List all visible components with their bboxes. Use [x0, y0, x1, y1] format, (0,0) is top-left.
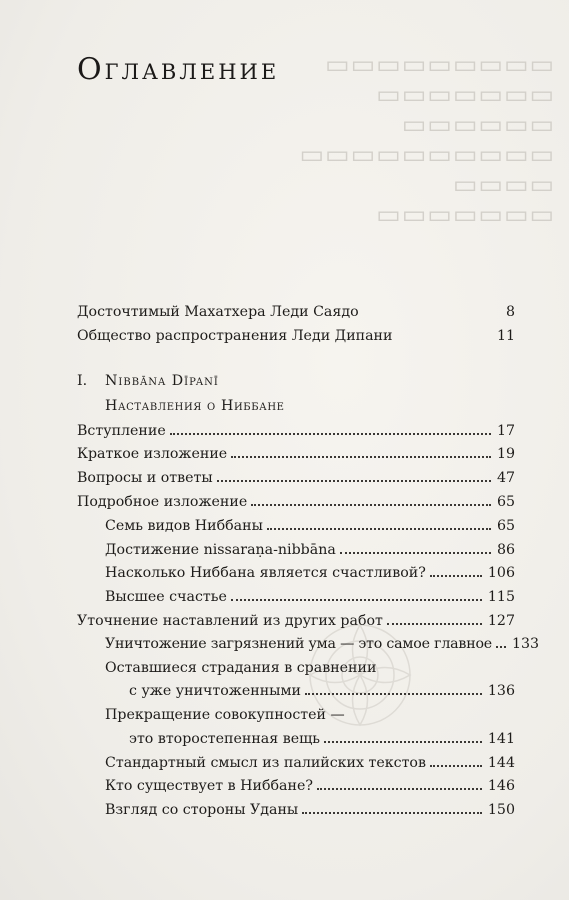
dot-leader — [231, 599, 482, 601]
toc-subentry[interactable] — [105, 586, 515, 608]
toc-title: Оглавление — [77, 52, 280, 87]
section-subtitle: Наставления о Ниббане — [105, 398, 285, 414]
toc-subentry[interactable] — [105, 799, 515, 821]
dot-leader — [217, 480, 491, 482]
toc-entry-label: Краткое изложение — [77, 446, 228, 462]
toc-subentry[interactable] — [105, 752, 515, 774]
dot-leader — [387, 623, 482, 625]
toc-entry-page: 141 — [487, 731, 515, 747]
toc-entry-page: 106 — [487, 565, 515, 581]
dot-leader — [340, 552, 491, 554]
dot-leader — [251, 504, 491, 506]
dot-leader — [430, 765, 482, 767]
toc-entry-label: Досточтимый Махатхера Леди Саядо — [77, 304, 359, 320]
toc-entry[interactable] — [77, 467, 515, 489]
toc-entry-label: Вопросы и ответы — [77, 470, 213, 486]
toc-entry[interactable] — [77, 301, 515, 323]
dot-leader — [170, 433, 491, 435]
toc-entry-page: 11 — [496, 328, 515, 344]
toc-subentry[interactable] — [105, 633, 540, 655]
toc-entry-page: 47 — [496, 470, 515, 486]
section-number: I. — [77, 373, 88, 389]
toc-entry-label: Кто существует в Ниббане? — [105, 778, 313, 794]
toc-entry-page: 146 — [487, 778, 515, 794]
toc-entry-page: 8 — [505, 304, 515, 320]
toc-subentry[interactable] — [105, 562, 515, 584]
toc-entry[interactable] — [77, 610, 515, 632]
section-pali-title: Nibbāna Dīpanī — [105, 373, 219, 389]
dot-leader — [430, 575, 482, 577]
toc-subentry[interactable] — [105, 515, 515, 537]
toc-entry-label: с уже уничтоженными — [129, 683, 301, 699]
toc-entry-page: 150 — [487, 802, 515, 818]
toc-entry-page: 136 — [487, 683, 515, 699]
toc-entry[interactable] — [77, 420, 515, 442]
toc-subentry[interactable] — [105, 539, 515, 561]
toc-entry-label: Высшее счастье — [105, 589, 227, 605]
toc-entry-label: Достижение nissaraṇa-nibbāna — [105, 542, 336, 558]
toc-entry-page: 86 — [496, 542, 515, 558]
toc-subentry-line1[interactable] — [105, 657, 515, 679]
toc-entry-label: Взгляд со стороны Уданы — [105, 802, 299, 818]
toc-entry-label: Прекращение совокупностей — — [105, 707, 345, 723]
toc-subentry[interactable] — [105, 775, 515, 797]
toc-entry-label: Оставшиеся страдания в сравнении — [105, 660, 377, 676]
toc-entry-label: Уничтожение загрязнений ума — это самое главное — [105, 636, 492, 652]
toc-entry-page: 65 — [496, 518, 515, 534]
toc-entry[interactable] — [77, 325, 515, 347]
toc-entry-label: Стандартный смысл из палийских текстов — [105, 755, 426, 771]
toc-subentry-line1[interactable] — [105, 704, 515, 726]
toc-entry-page: 17 — [496, 423, 515, 439]
toc-entry-label: Общество распространения Леди Дипани — [77, 328, 393, 344]
dot-leader — [317, 788, 482, 790]
dot-leader — [305, 693, 482, 695]
toc-entry-label: Уточнение наставлений из других работ — [77, 613, 383, 629]
dot-leader — [231, 456, 491, 458]
dot-leader — [324, 741, 482, 743]
toc-entry-page: 19 — [496, 446, 515, 462]
dot-leader — [496, 646, 506, 648]
toc-subentry-line2[interactable] — [129, 680, 515, 702]
leader-spacer — [363, 315, 500, 316]
show-through-background: ▭▭▭▭▭▭▭▭▭ ▭▭▭▭▭▭▭ ▭▭▭▭▭▭ ▭▭▭▭▭▭▭▭▭▭ ▭▭▭▭ ▭▭▭▭▭▭▭ — [299, 50, 555, 230]
dot-leader — [267, 528, 491, 530]
toc-entry-page: 115 — [487, 589, 515, 605]
toc-entry-label: Насколько Ниббана является счастливой? — [105, 565, 426, 581]
toc-entry-label: это второстепенная вещь — [129, 731, 321, 747]
toc-entry[interactable] — [77, 443, 515, 465]
toc-entry-page: 65 — [496, 494, 515, 510]
leader-spacer — [396, 339, 490, 340]
toc-entry-label: Семь видов Ниббаны — [105, 518, 263, 534]
toc-entry-page: 144 — [487, 755, 515, 771]
dot-leader — [302, 812, 482, 814]
toc-entry-label: Вступление — [77, 423, 166, 439]
toc-entry-label: Подробное изложение — [77, 494, 248, 510]
toc-entry-page: 133 — [512, 636, 540, 652]
toc-entry[interactable] — [77, 491, 515, 513]
toc-entry-page: 127 — [487, 613, 515, 629]
toc-subentry-line2[interactable] — [129, 728, 515, 750]
